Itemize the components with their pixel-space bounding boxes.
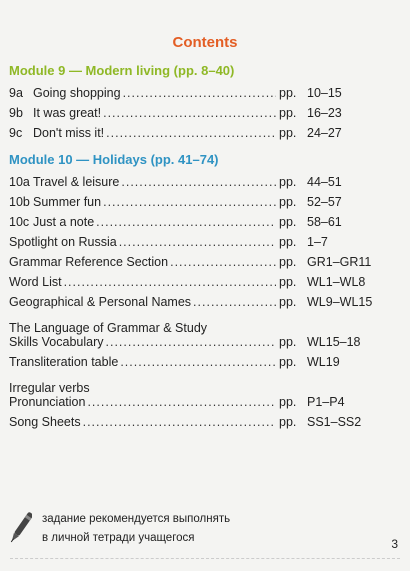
page-number: 3 [391,537,398,551]
dot-leader [106,332,277,352]
toc-row-skills-vocabulary[interactable] [9,332,382,352]
footer-note-line-2: в личной тетради учащегося [42,532,195,544]
toc-pp: pp. [279,355,297,369]
toc-row-transliteration[interactable] [9,352,382,372]
dot-leader [92,372,276,392]
footer-note-line-1: задание рекомендуется выполнять [42,513,231,525]
toc-title: Grammar Reference Section [9,255,169,269]
toc-pages: P1–P4 [307,395,345,409]
toc-code: 10a [9,175,30,189]
toc-row-song-sheets[interactable] [9,412,382,432]
toc-pp: pp. [279,86,297,100]
toc-row-9a[interactable] [9,83,382,103]
toc-pp: pp. [279,126,297,140]
toc-pages: SS1–SS2 [307,415,362,429]
pen-icon [10,508,32,548]
toc-pp: pp. [279,106,297,120]
toc-title: Don't miss it! [33,126,105,140]
dot-leader [64,272,276,292]
dot-leader [103,103,276,123]
dot-leader [209,312,276,332]
dot-leader [120,352,276,372]
toc-pages: 58–61 [307,215,342,229]
toc-code: 10b [9,195,30,209]
toc-title: Going shopping [33,86,121,100]
toc-title: Word List [9,275,62,289]
toc-title: It was great! [33,106,102,120]
dot-leader [106,123,276,143]
toc-title: Spotlight on Russia [9,235,117,249]
toc-pp: pp. [279,275,297,289]
toc-title: Just a note [33,215,95,229]
toc-code: 9a [9,86,23,100]
dot-leader [87,392,276,412]
toc-row-geographical-names[interactable] [9,292,382,312]
toc-pp: pp. [279,235,297,249]
toc-row-9c[interactable] [9,123,382,143]
footer-note [42,510,230,548]
dot-leader [121,172,276,192]
toc-title: Travel & leisure [33,175,120,189]
dot-leader [193,292,276,312]
dot-leader [170,252,276,272]
page-title: Contents [172,34,238,51]
toc-title: Skills Vocabulary [9,335,104,349]
toc-row-language-of-grammar[interactable] [9,312,382,335]
toc-pp: pp. [279,395,297,409]
toc-row-word-list[interactable] [9,272,382,292]
dot-leader [123,83,276,103]
module-9-heading: Module 9 — Modern living (pp. 8–40) [9,63,235,78]
toc-row-10c[interactable] [9,212,382,232]
toc-title: Song Sheets [9,415,81,429]
bottom-divider [10,558,400,559]
toc-pp: pp. [279,195,297,209]
dot-leader [83,412,276,432]
module-9-list [9,83,382,143]
toc-code: 9b [9,106,23,120]
toc-row-10b[interactable] [9,192,382,212]
toc-pp: pp. [279,415,297,429]
toc-row-10a[interactable] [9,172,382,192]
toc-pages: GR1–GR11 [307,255,372,269]
dot-leader [119,232,276,252]
toc-pages: 24–27 [307,126,342,140]
toc-row-grammar-reference[interactable] [9,252,382,272]
toc-code: 10c [9,215,30,229]
toc-title: Geographical & Personal Names [9,295,192,309]
toc-pages: 16–23 [307,106,342,120]
dot-leader [103,192,276,212]
dot-leader [96,212,276,232]
toc-title: Summer fun [33,195,102,209]
toc-pages: 52–57 [307,195,342,209]
toc-pp: pp. [279,215,297,229]
toc-pages: 10–15 [307,86,342,100]
toc-row-irregular-verbs[interactable] [9,372,382,395]
toc-code: 9c [9,126,23,140]
toc-pages: 44–51 [307,175,342,189]
toc-pp: pp. [279,175,297,189]
toc-pp: pp. [279,335,297,349]
toc-pages: WL15–18 [307,335,361,349]
toc-pages: WL9–WL15 [307,295,373,309]
toc-pp: pp. [279,295,297,309]
toc-title: Irregular verbs [9,381,90,395]
toc-row-9b[interactable] [9,103,382,123]
toc-pp: pp. [279,255,297,269]
toc-title: Transliteration table [9,355,119,369]
toc-row-pronunciation[interactable] [9,392,382,412]
toc-title: The Language of Grammar & Study [9,321,208,335]
toc-pages: 1–7 [307,235,328,249]
toc-pages: WL1–WL8 [307,275,366,289]
toc-title: Pronunciation [9,395,86,409]
toc-pages: WL19 [307,355,340,369]
module-10-list [9,172,382,432]
module-10-heading: Module 10 — Holidays (pp. 41–74) [9,152,219,167]
toc-row-spotlight[interactable] [9,232,382,252]
